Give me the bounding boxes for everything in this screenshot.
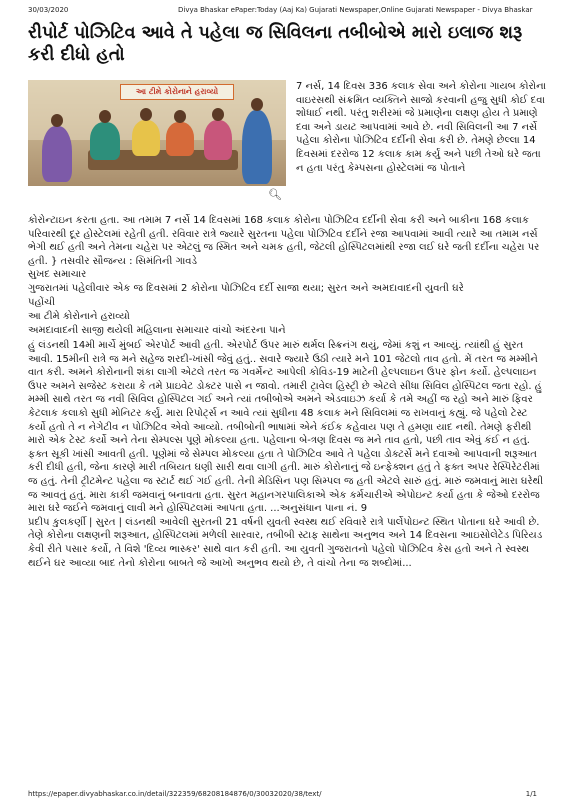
photo-person	[90, 122, 120, 160]
photo-head	[212, 108, 224, 121]
site-title: Divya Bhaskar ePaper:Today (Aaj Ka) Gujarati Newspaper,Online Gujarati Newspaper - Divya Bhaskar	[178, 6, 533, 14]
photo-banner: આ ટીમે કોરોનાને હરાવ્યો	[120, 84, 234, 100]
subhead-continued: પહોંચી	[28, 297, 55, 308]
photo-head	[51, 114, 63, 127]
photo-person	[166, 122, 194, 156]
inside-page-note: અમદાવાદની સાજી થયેલી મહિલાના સમાચાર વાંચો અંદરના પાને	[28, 325, 286, 336]
page-url[interactable]: https://epaper.divyabhaskar.co.in/detail/322359/68208184876/0/30032020/38/text/	[28, 790, 322, 798]
photo-person	[42, 126, 72, 182]
photo-person	[132, 120, 160, 156]
article-body	[28, 339, 546, 570]
subhead: ગુજરાતમાં પહેલીવાર એક જ દિવસમાં 2 કોરોના પોઝિટિવ દર્દી સાજા થયા; સુરત અને અમદાવાદની યુવતી ઘરે	[28, 283, 464, 294]
article-photo[interactable]	[28, 80, 286, 186]
print-date: 30/03/2020	[28, 6, 69, 14]
article-headline: રીપોર્ટ પોઝિટિવ આવે તે પહેલા જ સિવિલના તબીબોએ મારો ઇલાજ શરૂ કરી દીધો હતો	[28, 23, 523, 65]
section-label: સુખદ સમાચાર	[28, 269, 87, 280]
photo-head	[140, 108, 152, 121]
zoom-icon[interactable]: 🔍︎	[268, 188, 282, 201]
article-paragraph-intro: 7 નર્સ, 14 દિવસ 336 કલાક સેવા અને કોરોના ગાયબ કોરોના વાઇરસથી સંક્રમિત વ્યક્તિને સાજો કરવાની હજુ સુધી કોઈ દવા શોધાઈ નથી. પરંતુ શરીરમાં જે પ્રમાણેના લક્ષણ હોય તે પ્રમાણે દવા અને ડાયટ આપવામાં આવે છે. નવી સિવિલની આ 7 નર્સે પહેલા કોરોના પોઝિટિવ દર્દીની સેવા કરી છે. તેમણે છેલ્લા 14 દિવસમાં દરરોજ 12 કલાક કામ કર્યું અને પછી તેઓ ઘરે જતા ન હતા પરંતુ કેમ્પસના હોસ્ટેલમાં જ પોતાને	[296, 81, 547, 174]
photo-head	[99, 110, 111, 123]
article-body-first-person: હું લંડનથી 14મી માર્ચે મુંબઈ એરપોર્ટ આવી હતી. એરપોર્ટ ઉપર મારું થર્મલ સ્ક્રિનંગ થયું, જેમાં કશું ન આવ્યું. ત્યાંથી હું સુરત આવી. 15મીની રાત્રે જ મને સહેજ શરદી-ખાંસી જેવું હતું.. સવારે જ્યારે ઉઠી ત્યારે મને 101 જેટલો તાવ હતો. મેં તરત જ મમ્મીને વાત કરી. અમને કોરોનાની શંકા લાગી એટલે તરત જ ગવર્મેન્ટ આપેલી કોવિડ-19 માટેની હેલ્પલાઇન ઉપર ફોન કર્યો. હેલ્પલાઇન ઉપર અમને સજેસ્ટ કરાયા કે તમે પ્રાઇવેટ ડોક્ટર પાસે ન જાવો. તમારી ટ્રાવેલ હિસ્ટ્રી છે એટલે સીધા સિવિલ હોસ્પિટલ જતા રહો. હું મમ્મી સાથે તરત જ નવી સિવિલ હોસ્પિટલ ગઈ અને ત્યાં તબીબોએ અમને એડવાઇઝ કર્યા કે તમે અહીં જ રહો અને મારું ફિવર કેટલાક કલાકો સુધી મોનિટર કર્યું. મારા રિપોર્ટ્સ ન આવે ત્યાં સુધીના 48 કલાક મને સિવિલમાં જ રાખવાનું કહ્યું. જે પહેલો ટેસ્ટ કર્યો હતો તે ન નેગેટીવ ન પોઝિટિવ એવો આવ્યો. તબીબોની ભાષામાં એને કંઈક કહેવાય પણ તે હમણા યાદ નથી. તેમણે ફરીથી મારો એક ટેસ્ટ કર્યો અને તેના સેમ્પલ્સ પૂણે મોકલ્યા હતા. પહેલાના બે-ત્રણ દિવસ જ મને તાવ હતો, પછી તાવ એવું કંઈ ન હતું. ફક્ત સૂકી ખાંસી આવતી હતી. પૂણેમાં જે સેમ્પલ મોકલ્યા હતા તે પોઝિટિવ આવે તે પહેલા ડોક્ટર્સે મને દવાઓ આપવાની શરૂઆત કરી દીધી હતી, જેના કારણે મારી તબિયત ઘણી સારી થવા લાગી હતી. મારું કોરોનાનું જે ઇન્ફેક્શન હતું તે ફક્ત અપર રેસ્પિરેટરીમાં જ હતું. તેની ટ્રીટમેન્ટ પહેલા જ સ્ટાર્ટ થઈ ગઈ હતી. તેની મેડિસિન પણ સિમ્પલ જ હતી એટલે સારું હતું. મારું જમવાનું મારા ઘરેથી જ આવતું હતું. મારા કાકી જમવાનું બનાવતા હતા. સુરત મહાનગરપાલિકાએ એક કર્મચારીએ એપોઇન્ટ કર્યા હતા કે જેઓ દરરોજ મારા ઘરે જઈને જમવાનું લાવી મને હોસ્પિટલમાં આપતા હતા. ...અનુસંધાન પાના નં. 9	[28, 340, 544, 515]
page-number: 1/1	[525, 790, 537, 798]
photo-caption-label: આ ટીમે કોરોનાને હરાવ્યો	[28, 311, 130, 322]
photo-head	[251, 98, 263, 111]
photo-person	[242, 110, 272, 184]
article-paragraph-continued: કોરોન્ટાઇન કરતા હતા. આ તમામ 7 નર્સે 14 દિવસમાં 168 કલાક કોરોના પોઝિટિવ દર્દીની સેવા કરી અને બાકીના 168 કલાક પરિવારથી દૂર હોસ્ટેલમાં રહેતી હતી. રવિવાર રાત્રે જ્યારે સુરતના પહેલા પોઝિટિવ દર્દીને રજા આપવામાં આવી ત્યારે આ તમામ નર્સ ભેગી થઈ હતી અને તેમના ચહેરા પર એટલું જ સ્મિત અને ચમક હતી, જેટલી હોસ્પિટલમાંથી રજા લઈ ઘરે જતી દર્દીના ચહેરા પર હતી. } તસવીર સૌજન્ય : સિમંતિની ગાવડે	[28, 215, 540, 267]
photo-head	[174, 110, 186, 123]
article-body-byline: પ્રદીપ કુલકર્ણી | સુરત | લંડનથી આવેલી સુરતની 21 વર્ષની યુવતી સ્વસ્થ થઈ રવિવારે રાત્રે પાર્લેપોઇન્ટ સ્થિત પોતાના ઘરે આવી છે. તેણે કોરોના લક્ષણની શરૂઆત, હોસ્પિટલમાં મળેલી સારવાર, તબીબી સ્ટાફ સાથેના અનુભવ અને 14 દિવસના આઇસોલેટેડ પિરિયડ કેવી રીતે પસાર કર્યો, તે વિશે 'દિવ્ય ભાસ્કર' સાથે વાત કરી હતી. આ યુવતી ગુજરાતનો પહેલો પોઝિટિવ કેસ હતો અને તે સ્વસ્થ થઈને ઘર આવ્યા બાદ તેનો કોરોના બાબતે જે આખો અનુભવ થયો છે, તે વાંચો તેના જ શબ્દોમાં...	[28, 516, 543, 569]
photo-person	[204, 120, 232, 160]
